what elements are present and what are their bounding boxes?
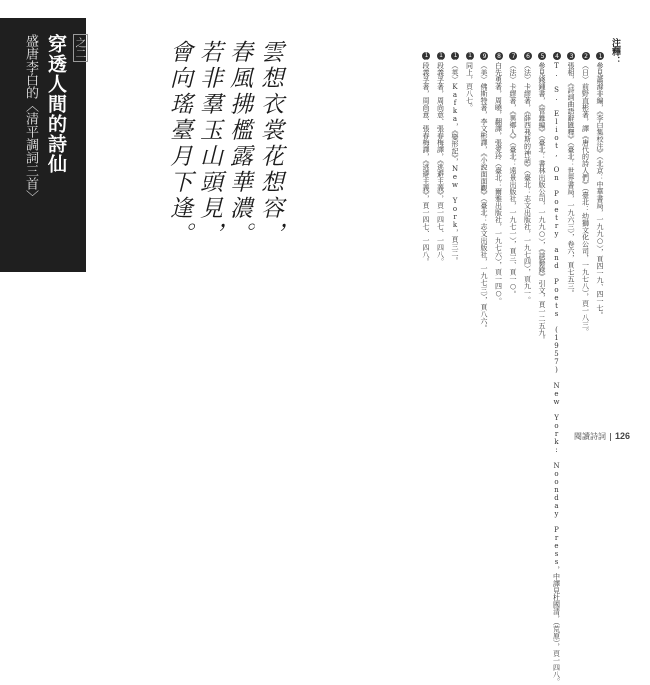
chapter-number: 之二 [73, 34, 88, 62]
page-number: 126 [614, 431, 630, 441]
note-number: 4 [553, 52, 561, 60]
note-item [495, 52, 503, 305]
note-number: 13 [423, 52, 430, 66]
note-item [582, 52, 590, 335]
note-number: 9 [481, 52, 488, 60]
chapter-subtitle: 盛唐李白的〈清平調詞三首〉 [23, 34, 38, 203]
note-text: （日）前野直彬著，譯《唐代的詩人們》（臺北：幼獅文化公司，一九七八），頁一八三。 [581, 62, 590, 335]
note-text: （英）Kafka，《變形記》，New York，頁三二。 [451, 62, 459, 264]
footer-divider [610, 433, 611, 441]
note-number: 10 [466, 52, 474, 66]
note-item [524, 52, 532, 304]
note-text: （美）佛斯特著，李文彬譯，《小說面面觀》（臺北：志文出版社，一九七三），頁八六。 [480, 62, 488, 332]
note-item [437, 52, 445, 265]
note-number: 5 [539, 52, 546, 60]
note-item [480, 52, 488, 332]
note-text: 段義孚著，周尚意、張春梅譯，《逃避主義》，頁一四七、一四八。 [422, 62, 430, 265]
note-text: （法）卡繆著，《薛西弗斯的神話》（臺北：志文出版社，一九七四），頁九一。 [523, 62, 532, 304]
notes-heading: 注釋： [610, 38, 620, 65]
note-text: （法）卡繆著，《異鄉人》（臺北：遠景出版社，一九七一），頁三、頁一○。 [509, 62, 517, 298]
note-number: 3 [568, 52, 575, 60]
note-text: 白先勇著，周曉，翻譯，張愛玲（臺北：爾雅出版社，一九七六），頁一四○。 [494, 62, 503, 305]
page-footer [574, 431, 630, 442]
note-number: 1 [597, 52, 604, 60]
note-item [509, 52, 517, 298]
note-item [451, 52, 459, 264]
note-number: 11 [452, 52, 459, 66]
note-item [466, 52, 474, 111]
poem-line-3: 若非羣玉山頭見， [196, 40, 222, 248]
note-item [538, 52, 546, 343]
poem-line-4: 會向瑤臺月下逢。 [166, 40, 192, 248]
poem-line-2: 春風拂檻露華濃。 [226, 40, 252, 248]
note-number: 12 [437, 52, 445, 66]
note-item [596, 52, 604, 319]
note-text: 段義孚著，周尚意、張春梅譯，《逃避主義》，頁一四七、一四八。 [436, 62, 445, 265]
note-number: 2 [582, 52, 590, 60]
note-text: 同上，頁八七。 [465, 62, 474, 111]
note-number: 6 [524, 52, 532, 60]
note-text: 參見蕭滌非編，《李白集校注》（北京：中華書局，一九九○），頁四一九、四一七。 [596, 62, 604, 319]
note-item [422, 52, 430, 265]
poem-line-1: 雲想衣裳花想容， [257, 40, 283, 248]
note-text: T. S. Eliot, On Poetry and Poets (1957) New York: Noonday Press，中譯見杜國清，（荒原），頁一四八。 [552, 62, 561, 685]
footer-section: 閱讀詩詞 [573, 432, 606, 441]
note-number: 7 [510, 52, 517, 60]
chapter-title: 穿透人間的詩仙 [45, 34, 67, 174]
note-text: 參見錢鍾書，《管錐編》（臺北：書林出版公司，一九九○），《談藝錄》引文，頁一二五九。 [538, 62, 546, 343]
note-number: 8 [495, 52, 503, 60]
note-text: 張相，《詩詞曲語辭匯釋》（臺北：世界書局，一九六三），卷六，頁七五三。 [567, 62, 575, 297]
note-item [567, 52, 575, 297]
note-item [553, 52, 561, 685]
